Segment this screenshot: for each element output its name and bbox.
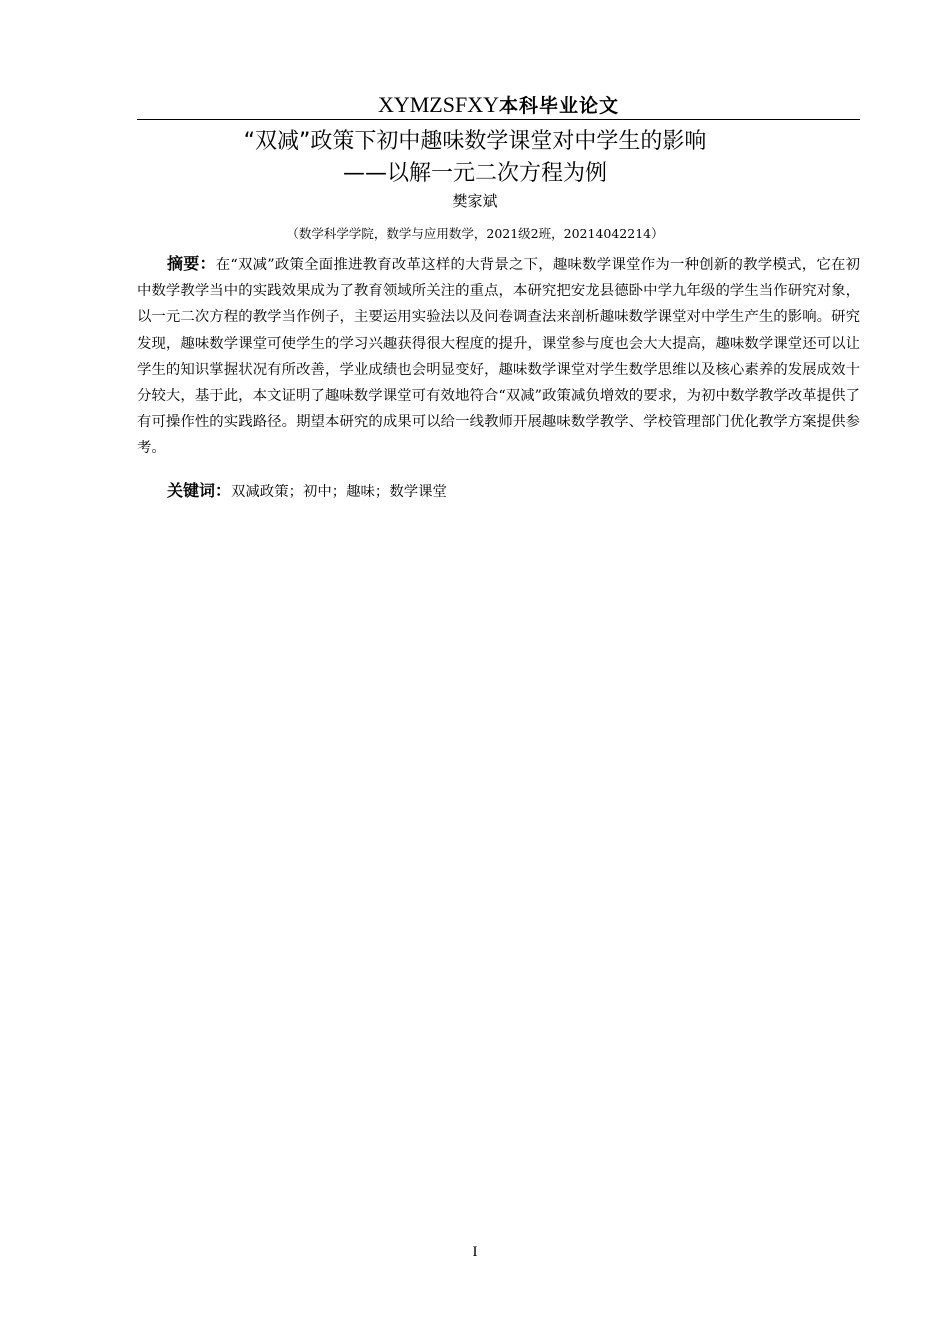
header-code: XYMZSFXY [377,92,499,117]
page-number: I [472,1244,478,1260]
paper-title: “双减”政策下初中趣味数学课堂对中学生的影响 [243,129,707,154]
abstract-label: 摘要： [167,254,216,273]
abstract-paragraph [137,251,860,462]
author-name: 樊家斌 [452,192,498,210]
paper-subtitle: ——以解一元二次方程为例 [342,161,607,186]
author-affiliation: （数学科学学院，数学与应用数学，2021级2班，20214042214） [286,226,664,241]
abstract-text: 在“双减”政策全面推进教育改革这样的大背景之下，趣味数学课堂作为一种创新的教学模式，它在初中数学教学当中的实践效果成为了教育领域所关注的重点，本研究把安龙县德卧中学九年级的学生当作研究对象，以一元二次方程的教学当作例子，主要运用实验法以及问卷调查法来剖析趣味数学课堂对中学生产生的影响。研究发现，趣味数学课堂可使学生的学习兴趣获得很大程度的提升，课堂参与度也会大大提高，趣味数学课堂还可以让学生的知识掌握状况有所改善，学业成绩也会明显变好，趣味数学课堂对学生数学思维以及核心素养的发展成效十分较大，基于此，本文证明了趣味数学课堂可有效地符合“双减”政策减负增效的要求，为初中数学教学改革提供了有可操作性的实践路径。期望本研究的成果可以给一线教师开展趣味数学教学、学校管理部门优化教学方案提供参考。 [137,257,860,457]
header-label: 本科毕业论文 [499,95,620,117]
keywords-label: 关键词： [167,481,232,500]
keywords-line [167,478,447,505]
running-header [137,92,860,120]
keywords-text: 双减政策；初中；趣味；数学课堂 [231,484,447,500]
